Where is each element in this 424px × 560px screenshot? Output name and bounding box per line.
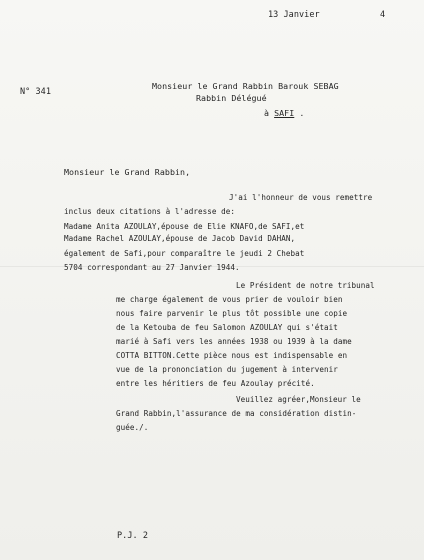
- body-line: Le Président de notre tribunal: [236, 281, 375, 290]
- body-line: Madame Anita AZOULAY,épouse de Elie KNAFO,de SAFI,et: [64, 222, 305, 231]
- recipient-name: Monsieur le Grand Rabbin Barouk SEBAG: [152, 81, 339, 91]
- paper-fold-line: [0, 266, 424, 267]
- body-line: nous faire parvenir le plus tôt possible une copie: [116, 309, 348, 318]
- body-line: Madame Rachel AZOULAY,épouse de Jacob David DAHAN,: [64, 234, 296, 243]
- body-line: inclus deux citations à l'adresse de:: [64, 207, 236, 216]
- body-line: marié à Safi vers les années 1938 ou 1939 à la dame: [116, 337, 352, 346]
- body-line: Grand Rabbin,l'assurance de ma considération distin-: [116, 409, 357, 418]
- enclosure-note: P.J. 2: [117, 531, 149, 541]
- body-line: COTTA BITTON.Cette pièce nous est indispensable en: [116, 351, 348, 360]
- salutation: Monsieur le Grand Rabbin,: [64, 167, 191, 177]
- recipient-city-suffix: .: [294, 108, 305, 118]
- reference-number: N° 341: [20, 87, 52, 97]
- recipient-city: SAFI: [274, 108, 295, 118]
- body-line: entre les héritiers de feu Azoulay précité.: [116, 379, 315, 388]
- recipient-city-prefix: à: [264, 108, 275, 118]
- letter-date: 13 Janvier: [268, 10, 320, 20]
- recipient-title: Rabbin Délégué: [196, 93, 267, 103]
- body-line: de la Ketouba de feu Salomon AZOULAY qui s'était: [116, 323, 338, 332]
- body-line: vue de la prononciation du jugement à intervenir: [116, 365, 338, 374]
- page-number: 4: [380, 10, 386, 20]
- body-line: J'ai l'honneur de vous remettre: [229, 193, 373, 202]
- body-line: me charge également de vous prier de vouloir bien: [116, 295, 343, 304]
- body-line: également de Safi,pour comparaître le jeudi 2 Chebat: [64, 249, 305, 258]
- body-line: guée./.: [116, 423, 149, 432]
- body-line: Veuillez agréer,Monsieur le: [236, 395, 361, 404]
- recipient-city-line: [264, 109, 304, 118]
- body-line: 5704 correspondant au 27 Janvier 1944.: [64, 263, 240, 272]
